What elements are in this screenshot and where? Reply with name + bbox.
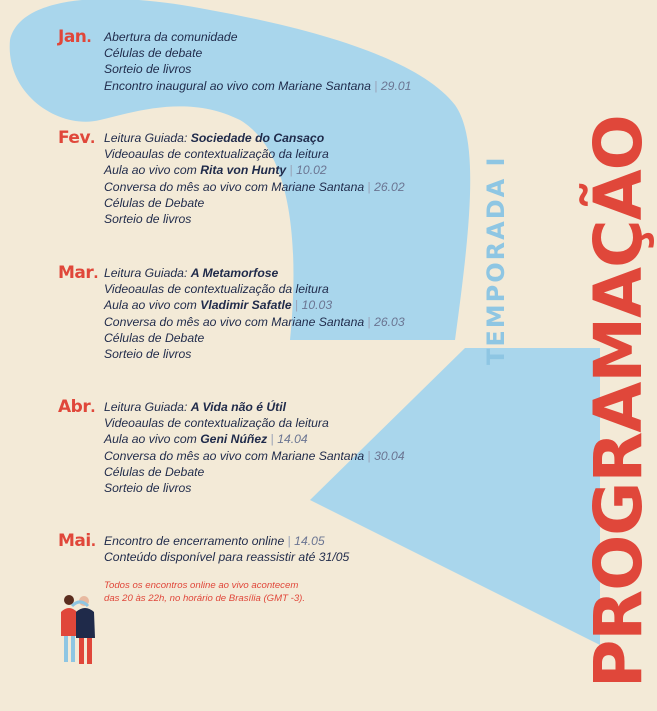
item-highlight: Sociedade do Cansaço [190, 131, 325, 145]
item-highlight: Rita von Hunty [200, 163, 287, 178]
item-text: Aula ao vivo com [104, 163, 201, 178]
item-date: 10.02 [296, 163, 327, 178]
item-date: 29.01 [380, 78, 412, 93]
item-date: 10.03 [301, 298, 333, 313]
month-label: Jan. [58, 27, 92, 47]
people-illustration [52, 594, 102, 669]
item-text: Sorteio de livros [104, 346, 192, 361]
item-text: Videoaulas de contextualização da leitura [104, 147, 329, 162]
schedule-item: Aula ao vivo com Geni Núñez | 14.04 [104, 432, 308, 447]
item-date: 26.02 [374, 179, 405, 194]
item-text: Aula ao vivo com [104, 298, 201, 313]
month-items [104, 399, 405, 496]
item-text: Células de Debate [104, 195, 205, 210]
schedule-item: Conversa do mês ao vivo com Mariane Santana | 26.03 [104, 314, 405, 329]
schedule-item [104, 146, 405, 162]
item-text: Leitura Guiada: [104, 266, 191, 280]
month-label-text: Jan [58, 27, 87, 47]
schedule-item [104, 549, 349, 565]
item-text: Sorteio de livros [104, 480, 192, 495]
item-text: Leitura Guiada: [104, 400, 191, 414]
schedule-item: Encontro de encerramento online | 14.05 [104, 534, 325, 548]
month-label: Mar. [58, 263, 99, 283]
schedule-item [104, 195, 405, 211]
item-text: Conversa do mês ao vivo com Mariane Santana [104, 179, 365, 194]
schedule-item: Encontro inaugural ao vivo com Mariane Santana | 29.01 [104, 78, 412, 93]
month-label-text: Mai [58, 531, 91, 551]
item-date: 30.04 [374, 448, 405, 463]
schedule-item [104, 480, 405, 496]
note-line-1: Todos os encontros online ao vivo acontecem [104, 580, 299, 591]
schedule-item [104, 281, 405, 297]
item-text: Videoaulas de contextualização da leitura [104, 282, 329, 297]
schedule-item [104, 61, 411, 77]
item-date: 14.05 [294, 534, 325, 548]
item-highlight: Geni Núñez [200, 432, 268, 447]
item-text: Conteúdo disponível para reassistir até 31/05 [104, 550, 350, 565]
item-text: Células de Debate [104, 464, 205, 479]
month-items [104, 130, 405, 227]
schedule-item [104, 464, 405, 480]
schedule-item [104, 265, 405, 281]
item-text: Conversa do mês ao vivo com Mariane Santana [104, 314, 365, 329]
season-subtitle: TEMPORADA I [482, 155, 510, 365]
item-date: 14.04 [277, 432, 308, 447]
item-highlight: A Vida não é Útil [190, 400, 286, 414]
schedule-item: Aula ao vivo com Vladimir Safatle | 10.03 [104, 298, 333, 313]
schedule-item [104, 211, 405, 227]
item-text: Leitura Guiada: [104, 131, 191, 145]
month-label-text: Mar [58, 263, 94, 283]
month-items [104, 29, 411, 94]
schedule-item [104, 399, 405, 415]
schedule-item [104, 29, 411, 45]
month-label: Mai. [58, 531, 96, 551]
item-text: Células de Debate [104, 330, 205, 345]
item-date: 26.03 [374, 314, 405, 329]
schedule-item [104, 330, 405, 346]
page-title: PROGRAMAÇÃO [580, 115, 657, 688]
item-highlight: Vladimir Safatle [200, 298, 292, 313]
schedule-item: Conversa do mês ao vivo com Mariane Santana | 26.02 [104, 179, 405, 194]
schedule-item: Aula ao vivo com Rita von Hunty | 10.02 [104, 163, 327, 178]
month-label: Fev. [58, 128, 95, 148]
month-label: Abr. [58, 397, 96, 417]
item-text: Videoaulas de contextualização da leitura [104, 416, 329, 431]
month-label-text: Fev [58, 128, 91, 148]
item-text: Encontro de encerramento online [104, 534, 288, 548]
schedule-item [104, 130, 405, 146]
item-text: Células de debate [104, 46, 203, 61]
month-label-text: Abr [58, 397, 91, 417]
schedule-item [104, 346, 405, 362]
item-text: Encontro inaugural ao vivo com Mariane Santana [104, 78, 371, 93]
item-highlight: A Metamorfose [190, 266, 279, 280]
schedule-item: Conversa do mês ao vivo com Mariane Santana | 30.04 [104, 448, 405, 463]
item-text: Aula ao vivo com [104, 432, 201, 447]
schedule-note [104, 579, 305, 605]
item-text: Sorteio de livros [104, 211, 192, 226]
item-text: Sorteio de livros [104, 62, 192, 77]
note-line-2: das 20 às 22h, no horário de Brasília (GMT -3). [104, 593, 306, 604]
blue-diamond-shape [310, 348, 600, 645]
month-items [104, 533, 349, 565]
month-items [104, 265, 405, 362]
item-text: Conversa do mês ao vivo com Mariane Santana [104, 448, 365, 463]
schedule-item [104, 415, 405, 431]
item-text: Abertura da comunidade [104, 30, 238, 44]
schedule-item [104, 45, 411, 61]
